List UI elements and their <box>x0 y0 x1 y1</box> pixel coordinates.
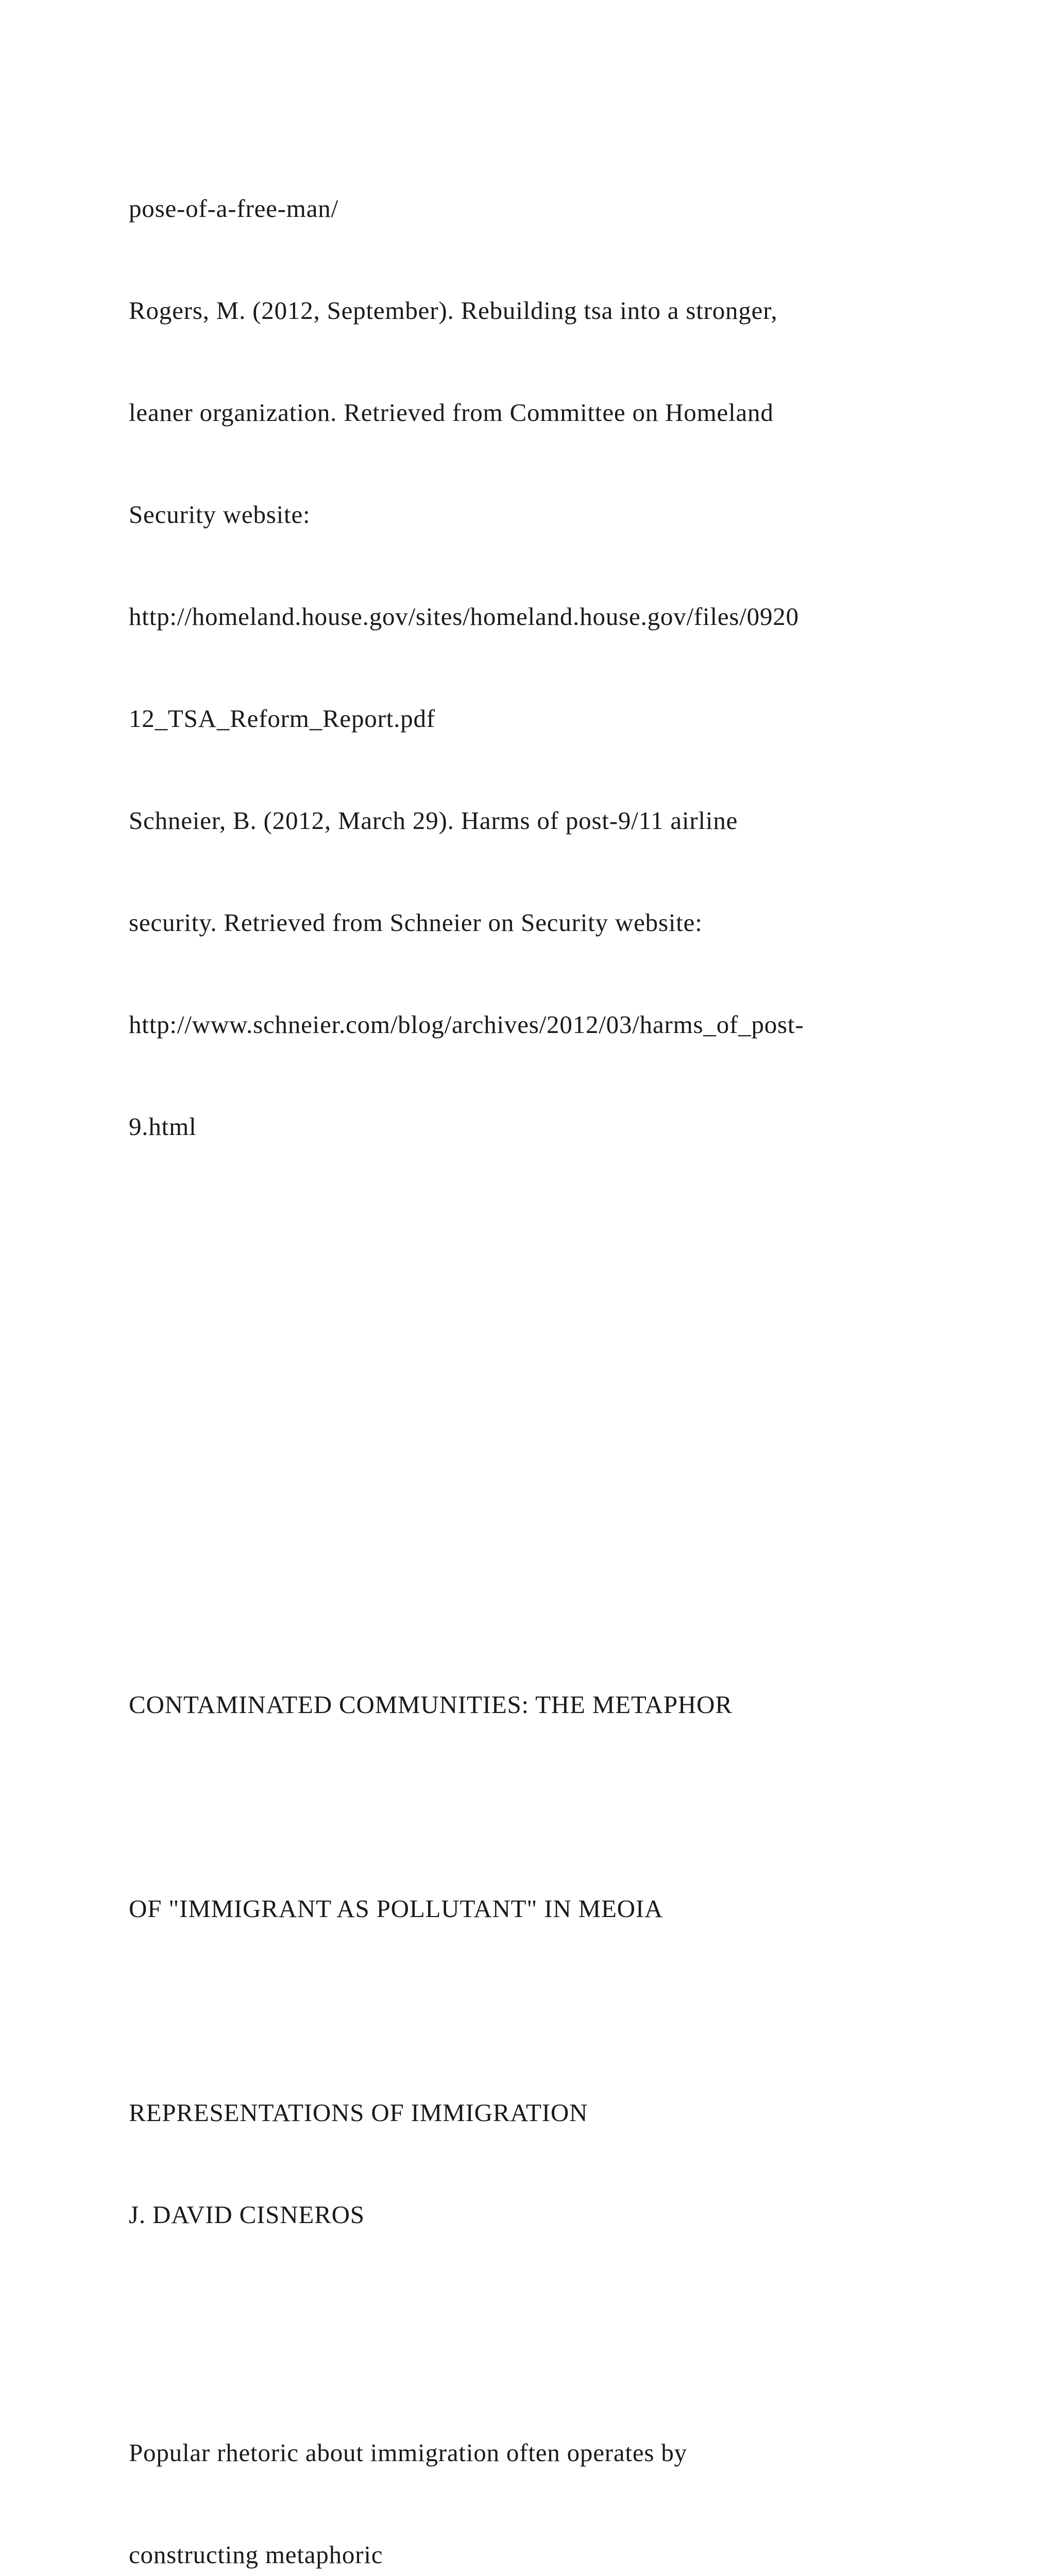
abstract-line: constructing metaphoric <box>129 2540 383 2569</box>
reference-url-line: http://www.schneier.com/blog/archives/2012/03/harms_of_post- <box>129 1010 804 1039</box>
article-title-line-1: CONTAMINATED COMMUNITIES: THE METAPHOR <box>129 1690 733 1719</box>
article-title-line-3: REPRESENTATIONS OF IMMIGRATION <box>129 2098 588 2127</box>
reference-line: pose-of-a-free-man/ <box>129 194 338 223</box>
reference-line: Schneier, B. (2012, March 29). Harms of post-9/11 airline <box>129 806 738 835</box>
document-text <box>129 124 974 2576</box>
blank-line <box>129 1552 974 1586</box>
reference-url-line: 9.html <box>129 1112 197 1141</box>
reference-line: security. Retrieved from Schneier on Security website: <box>129 908 703 937</box>
article-author: J. DAVID CISNEROS <box>129 2200 365 2229</box>
reference-url-line: http://homeland.house.gov/sites/homeland.house.gov/files/0920 <box>129 602 799 631</box>
article-title-line-2: OF "IMMIGRANT AS POLLUTANT" IN MEOIA <box>129 1894 663 1923</box>
reference-line: Rogers, M. (2012, September). Rebuilding tsa into a stronger, <box>129 296 778 325</box>
reference-url-line: 12_TSA_Reform_Report.pdf <box>129 704 435 733</box>
blank-line <box>129 1450 974 1484</box>
reference-line: leaner organization. Retrieved from Committee on Homeland <box>129 398 774 427</box>
blank-line <box>129 2300 974 2334</box>
abstract-line: Popular rhetoric about immigration often operates by <box>129 2438 687 2467</box>
reference-line: Security website: <box>129 500 311 529</box>
blank-line <box>129 1994 974 2028</box>
blank-line <box>129 1348 974 1382</box>
blank-line <box>129 1790 974 1824</box>
blank-line <box>129 1246 974 1280</box>
